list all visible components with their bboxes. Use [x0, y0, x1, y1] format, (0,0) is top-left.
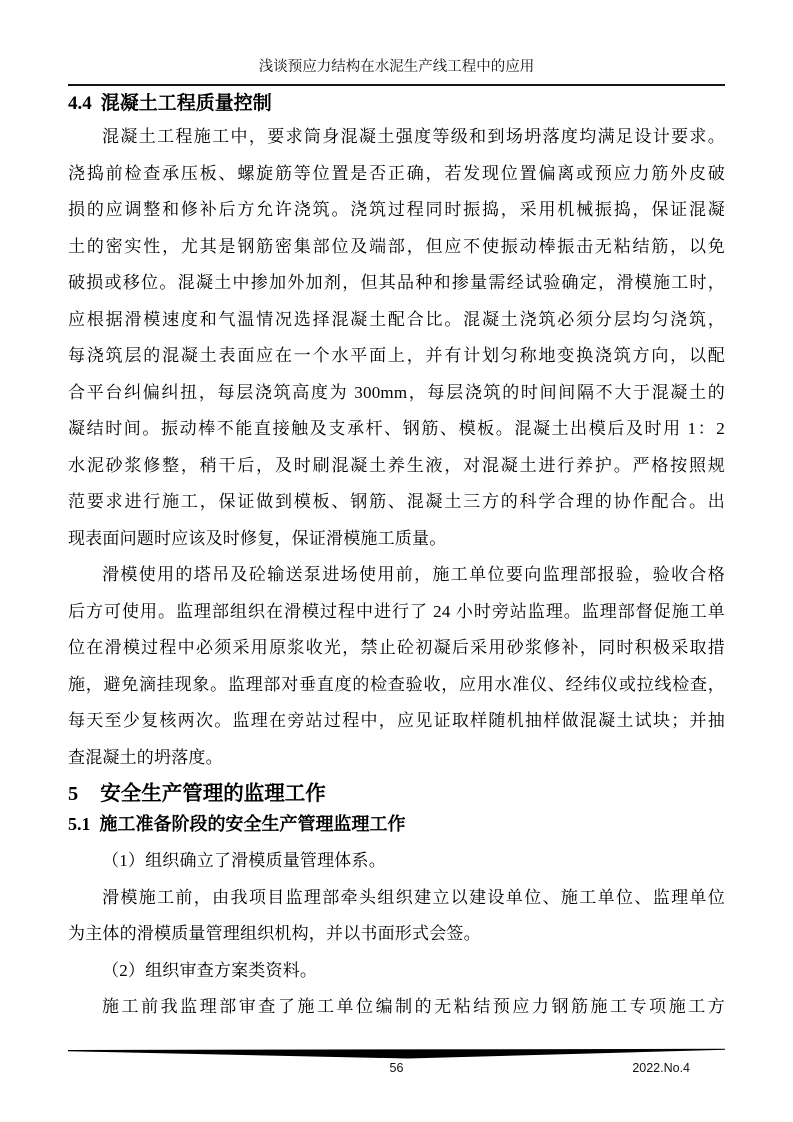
section-heading-5-1	[68, 811, 725, 837]
section-heading-5	[68, 780, 725, 808]
body-line: 现表面问题时应该及时修复，保证滑模施工质量。	[68, 528, 447, 548]
list-item-1	[68, 843, 725, 880]
body-line: 施工前我监理部审查了施工单位编制的无粘结预应力钢筋施工专项施工方	[102, 997, 725, 1016]
body-line: 混凝土工程施工中，要求筒身混凝土强度等级和到场坍落度均满足设计要求。	[102, 127, 725, 146]
body-line: （2）组织审查方案类资料。	[102, 960, 318, 980]
footer-rule	[68, 1048, 725, 1059]
section-label: 混凝土工程质量控制	[100, 93, 272, 114]
body-line: 每天至少复核两次。监理在旁站过程中，应见证取样随机抽样做混凝土试块；并抽	[68, 711, 725, 730]
body-line: 后方可使用。监理部组织在滑模过程中进行了 24 小时旁站监理。监理部督促施工单	[68, 601, 725, 621]
page-number: 56	[389, 1061, 404, 1075]
footer-row	[68, 1060, 725, 1076]
body-line: 位在滑模过程中必须采用原浆收光，禁止砼初凝后采用砂浆修补，同时积极采取措	[68, 638, 725, 657]
body-line: 范要求进行施工，保证做到模板、钢筋、混凝土三方的科学合理的协作配合。出	[68, 492, 725, 511]
paragraph-4	[68, 989, 725, 1026]
page-footer	[68, 1048, 725, 1076]
section-label: 施工准备阶段的安全生产管理监理工作	[99, 814, 406, 834]
paragraph-2	[68, 557, 725, 776]
section-number: 5	[68, 783, 79, 805]
running-header	[68, 0, 725, 86]
running-header-title: 浅谈预应力结构在水泥生产线工程中的应用	[258, 59, 535, 75]
section-number: 5.1	[68, 814, 91, 834]
body-line: （1）组织确立了滑模质量管理体系。	[102, 851, 386, 870]
section-label: 安全生产管理的监理工作	[100, 783, 326, 805]
body-line: 滑模施工前，由我项目监理部牵头组织建立以建设单位、施工单位、监理单位	[102, 887, 725, 907]
body-line: 为主体的滑模质量管理组织机构，并以书面形式会签。	[68, 924, 481, 943]
paragraph-1	[68, 119, 725, 557]
body-line: 查混凝土的坍落度。	[68, 747, 223, 767]
body-line: 土的密实性，尤其是钢筋密集部位及端部，但应不使振动棒振击无粘结筋，以免	[68, 236, 725, 256]
body-line: 合平台纠偏纠扭，每层浇筑高度为 300mm，每层浇筑的时间间隔不大于混凝土的	[68, 382, 725, 402]
body-line: 每浇筑层的混凝土表面应在一个水平面上，并有计划匀称地变换浇筑方向，以配	[68, 346, 725, 365]
body-line: 施，避免滴挂现象。监理部对垂直度的检查验收，应用水准仪、经纬仪或拉线检查，	[68, 674, 725, 694]
body-line: 损的应调整和修补后方允许浇筑。浇筑过程同时振捣，采用机械振捣，保证混凝	[68, 200, 725, 219]
page-content	[68, 0, 725, 1026]
body-line: 滑模使用的塔吊及砼输送泵进场使用前，施工单位要向监理部报验，验收合格	[102, 565, 725, 584]
paragraph-3	[68, 880, 725, 953]
section-heading-4-4	[68, 90, 725, 117]
body-line: 破损或移位。混凝土中掺加外加剂，但其品种和掺量需经试验确定，滑模施工时，	[68, 273, 725, 292]
body-line: 应根据滑模速度和气温情况选择混凝土配合比。混凝土浇筑必须分层均匀浇筑，	[68, 309, 725, 329]
section-number: 4.4	[68, 93, 92, 114]
issue-number: 2022.No.4	[632, 1061, 690, 1075]
list-item-2	[68, 953, 725, 990]
body-line: 浇捣前检查承压板、螺旋筋等位置是否正确，若发现位置偏离或预应力筋外皮破	[68, 163, 725, 183]
body-line: 水泥砂浆修整，稍干后，及时刷混凝土养生液，对混凝土进行养护。严格按照规	[68, 455, 725, 475]
body-line: 凝结时间。振动棒不能直接触及支承杆、钢筋、模板。混凝土出模后及时用 1：2	[68, 419, 725, 438]
